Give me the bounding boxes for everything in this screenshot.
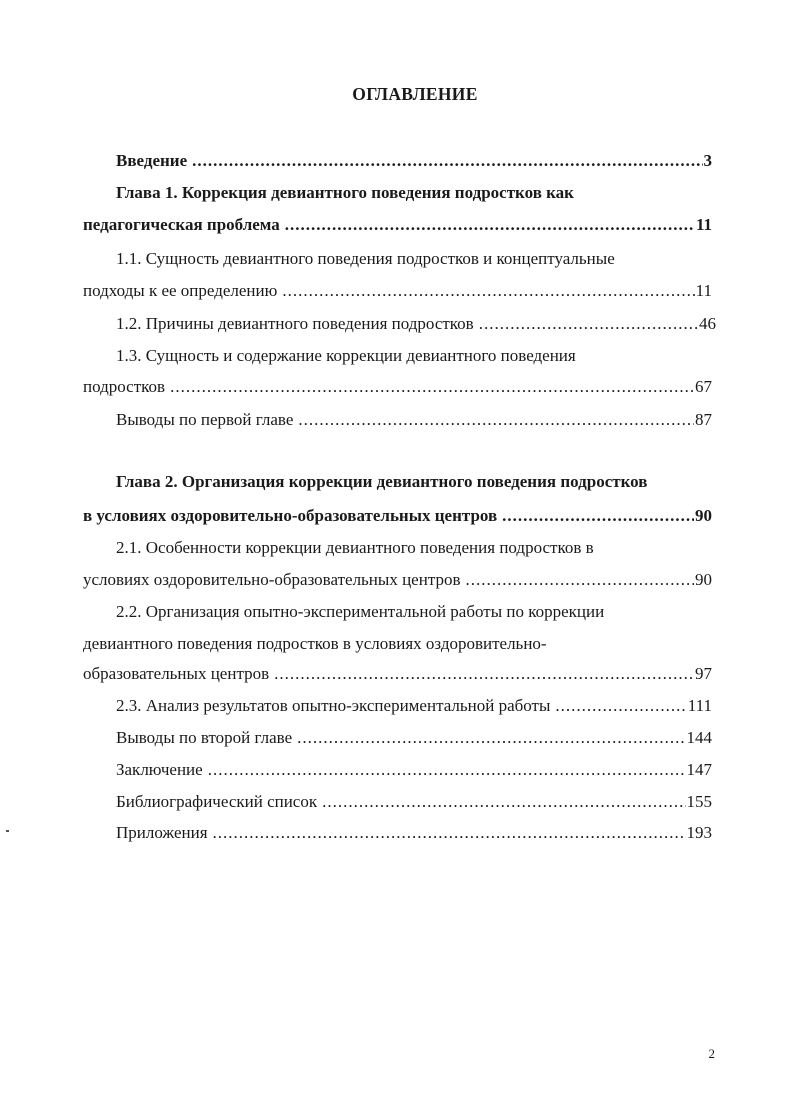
toc-label: условиях оздоровительно-образовательных центров bbox=[83, 570, 461, 589]
toc-entry-chapter1 bbox=[83, 214, 712, 236]
dot-leader bbox=[213, 822, 686, 844]
page-number: 2 bbox=[708, 1046, 715, 1061]
toc-page-number: 67 bbox=[695, 377, 712, 396]
toc-entry-conclusion bbox=[116, 759, 712, 781]
toc-section-1-1-line1: 1.1. Сущность девиантного поведения подростков и концептуальные bbox=[116, 249, 615, 268]
toc-chapter1-line1: Глава 1. Коррекция девиантного поведения подростков как bbox=[116, 183, 574, 202]
toc-label: 1.2. Причины девиантного поведения подростков bbox=[116, 314, 474, 333]
dot-leader bbox=[298, 409, 694, 431]
toc-page-number: 90 bbox=[695, 570, 712, 589]
dot-leader bbox=[282, 280, 694, 302]
toc-label: Библиографический список bbox=[116, 792, 318, 811]
toc-label: Заключение bbox=[116, 760, 203, 779]
toc-label: Выводы по второй главе bbox=[116, 728, 293, 747]
toc-section-2-2-line2: девиантного поведения подростков в условиях оздоровительно- bbox=[83, 634, 547, 653]
toc-page-number: 90 bbox=[695, 506, 712, 525]
toc-section-2-1-line1: 2.1. Особенности коррекции девиантного поведения подростков в bbox=[116, 538, 594, 557]
dot-leader bbox=[285, 214, 695, 236]
toc-label: Введение bbox=[116, 151, 188, 170]
toc-page-number: 155 bbox=[686, 792, 712, 811]
toc-entry-chapter2 bbox=[83, 505, 712, 527]
toc-entry-bibliography bbox=[116, 791, 712, 813]
toc-label: Выводы по первой главе bbox=[116, 410, 294, 429]
toc-entry-section-1-1 bbox=[83, 280, 712, 302]
dot-leader bbox=[274, 663, 694, 685]
dot-leader bbox=[170, 376, 694, 398]
toc-page-number: 97 bbox=[695, 664, 712, 683]
toc-label: педагогическая проблема bbox=[83, 215, 280, 234]
dot-leader bbox=[192, 150, 702, 172]
scan-speck bbox=[6, 830, 9, 832]
toc-entry-appendix bbox=[116, 822, 712, 844]
toc-page-number: 193 bbox=[686, 823, 712, 842]
toc-entry-section-2-1 bbox=[83, 569, 712, 591]
toc-page-number: 11 bbox=[695, 215, 712, 234]
toc-section-2-2-line1: 2.2. Организация опытно-экспериментальной работы по коррекции bbox=[116, 602, 605, 621]
toc-label: подростков bbox=[83, 377, 166, 396]
toc-entry-conclusions-1 bbox=[116, 409, 712, 431]
toc-entry-intro bbox=[116, 150, 712, 172]
toc-label: 2.3. Анализ результатов опытно-экспериментальной работы bbox=[116, 696, 551, 715]
dot-leader bbox=[465, 569, 694, 591]
toc-label: Приложения bbox=[116, 823, 208, 842]
toc-entry-section-1-2 bbox=[116, 313, 716, 335]
toc-page-number: 3 bbox=[703, 151, 712, 170]
toc-page-number: 147 bbox=[686, 760, 712, 779]
toc-page-number: 11 bbox=[695, 281, 712, 300]
toc-page-number: 111 bbox=[687, 696, 712, 715]
dot-leader bbox=[479, 313, 698, 335]
toc-entry-conclusions-2 bbox=[116, 727, 712, 749]
toc-label: в условиях оздоровительно-образовательных центров bbox=[83, 506, 498, 525]
dot-leader bbox=[297, 727, 685, 749]
toc-page-number: 87 bbox=[695, 410, 712, 429]
page-title: ОГЛАВЛЕНИЕ bbox=[352, 84, 478, 104]
toc-section-1-3-line1: 1.3. Сущность и содержание коррекции девиантного поведения bbox=[116, 346, 576, 365]
toc-label: подходы к ее определению bbox=[83, 281, 278, 300]
toc-entry-section-1-3 bbox=[83, 376, 712, 398]
dot-leader bbox=[322, 791, 685, 813]
dot-leader bbox=[555, 695, 686, 717]
toc-label: образовательных центров bbox=[83, 664, 270, 683]
toc-chapter2-line1: Глава 2. Организация коррекции девиантного поведения подростков bbox=[116, 472, 648, 491]
toc-page-number: 46 bbox=[699, 314, 716, 333]
dot-leader bbox=[208, 759, 686, 781]
toc-page-number: 144 bbox=[686, 728, 712, 747]
dot-leader bbox=[502, 505, 694, 527]
toc-entry-section-2-2 bbox=[83, 663, 712, 685]
toc-entry-section-2-3 bbox=[116, 695, 712, 717]
